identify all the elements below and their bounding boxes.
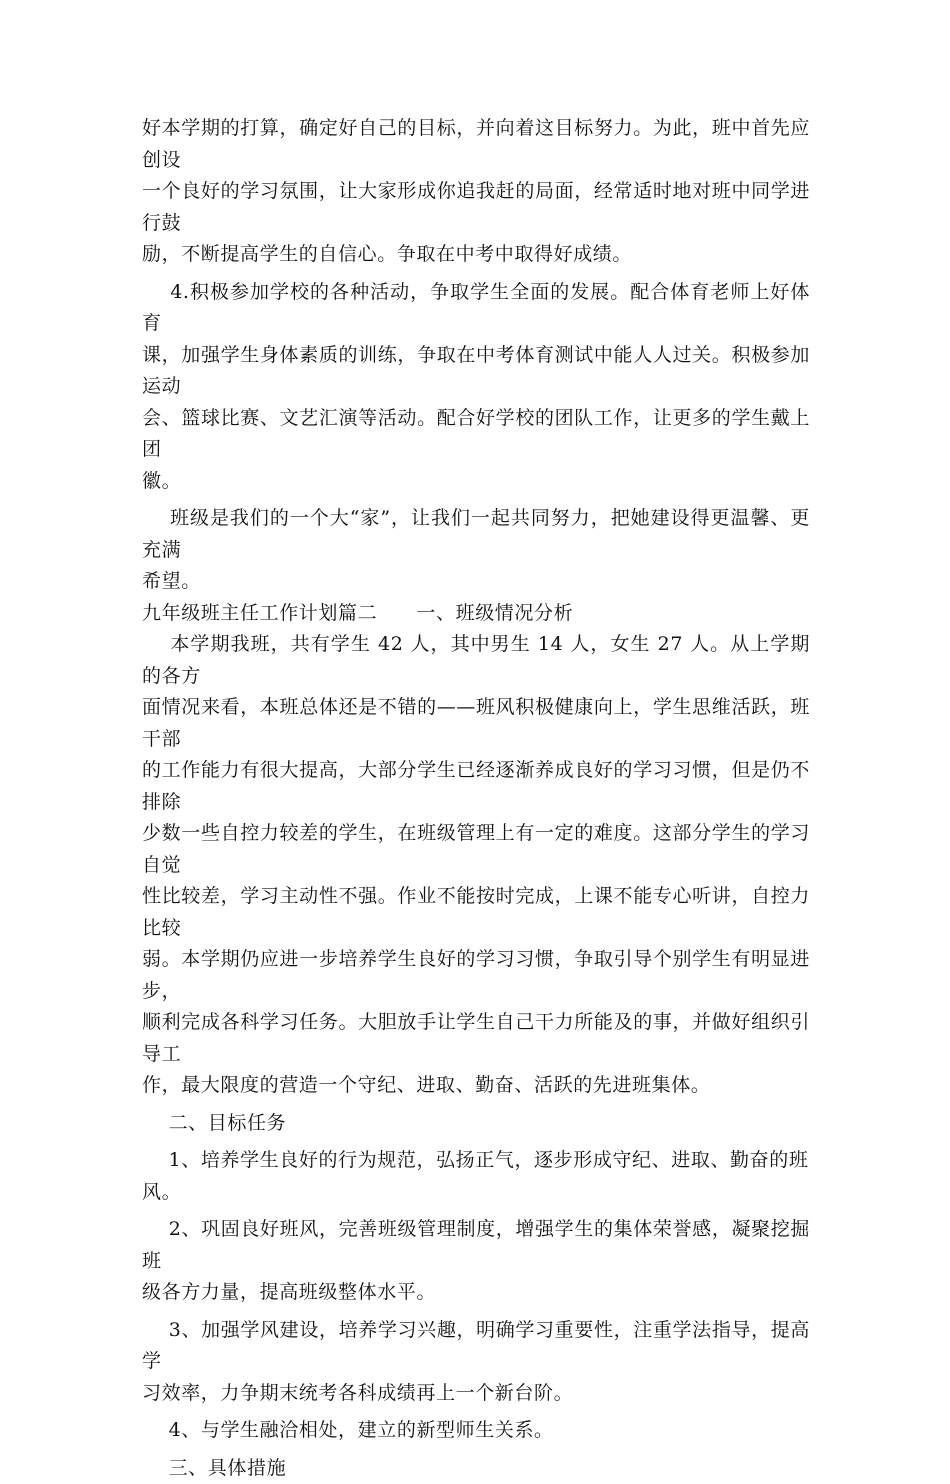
text-line: 二、目标任务 (169, 1112, 287, 1134)
paragraph-school-activities (142, 277, 810, 498)
text-line: 一个良好的学习氛围，让大家形成你追我赶的局面，经常适时地对班中同学进行鼓 (142, 180, 810, 234)
text-line: 1、培养学生良好的行为规范，弘扬正气，逐步形成守纪、进取、勤奋的班 (169, 1149, 809, 1171)
indent (142, 281, 170, 303)
indent (142, 1149, 169, 1171)
indent (142, 1419, 169, 1441)
text-line: 少数一些自控力较差的学生，在班级管理上有一定的难度。这部分学生的学习自觉 (142, 822, 810, 876)
text-line: 的工作能力有很大提高，大部分学生已经逐渐养成良好的学习习惯，但是仍不排除 (142, 759, 810, 813)
text-line: 课，加强学生身体素质的训练，争取在中考体育测试中能人人过关。积极参加运动 (142, 344, 810, 398)
indent (142, 1218, 169, 1240)
text-line: 好本学期的打算，确定好自己的目标，并向着这目标努力。为此，班中首先应创设 (142, 117, 810, 171)
section-heading-measures (142, 1453, 810, 1484)
paragraph-study-plan-continued (142, 113, 810, 271)
goal-item-2 (142, 1214, 810, 1309)
text-line: 面情况来看，本班总体还是不错的——班风积极健康向上，学生思维活跃，班干部 (142, 696, 810, 750)
text-line: 级各方力量，提高班级整体水平。 (142, 1281, 436, 1303)
text-line: 作，最大限度的营造一个守纪、进取、勤奋、活跃的先进班集体。 (142, 1074, 710, 1096)
text-line: 九年级班主任工作计划篇二 一、班级情况分析 (142, 602, 573, 624)
goal-item-3 (142, 1315, 810, 1410)
text-line: 性比较差，学习主动性不强。作业不能按时完成，上课不能专心听讲，自控力比较 (142, 885, 810, 939)
text-line: 励，不断提高学生的自信心。争取在中考中取得好成绩。 (142, 243, 632, 265)
section-title-plan-two (142, 598, 810, 630)
indent (142, 1457, 169, 1479)
text-line: 三、具体措施 (169, 1457, 287, 1479)
goal-item-4 (142, 1415, 810, 1447)
indent (142, 1112, 169, 1134)
text-line: 3、加强学风建设，培养学习兴趣，明确学习重要性，注重学法指导，提高学 (142, 1319, 810, 1373)
text-line: 4、与学生融洽相处，建立的新型师生关系。 (169, 1419, 554, 1441)
goal-item-1 (142, 1145, 810, 1208)
text-line: 弱。本学期仍应进一步培养学生良好的学习习惯，争取引导个别学生有明显进步， (142, 948, 810, 1002)
text-line: 本学期我班，共有学生 42 人，其中男生 14 人，女生 27 人。从上学期的各方 (142, 633, 810, 687)
text-line: 希望。 (142, 570, 201, 592)
text-line: 2、巩固良好班风，完善班级管理制度，增强学生的集体荣誉感，凝聚挖掘班 (142, 1218, 810, 1272)
paragraph-class-family (142, 503, 810, 598)
text-line: 徽。 (142, 470, 181, 492)
text-line: 会、篮球比赛、文艺汇演等活动。配合好学校的团队工作，让更多的学生戴上团 (142, 407, 810, 461)
text-line: 班级是我们的一个大“家”，让我们一起共同努力，把她建设得更温馨、更充满 (142, 507, 810, 561)
text-line: 习效率，力争期末统考各科成绩再上一个新台阶。 (142, 1382, 573, 1404)
section-heading-goals (142, 1108, 810, 1140)
indent (142, 507, 170, 529)
text-line: 4.积极参加学校的各种活动，争取学生全面的发展。配合体育老师上好体育 (142, 281, 810, 335)
paragraph-class-analysis (142, 629, 810, 1102)
text-line: 风。 (142, 1181, 181, 1203)
indent (142, 633, 170, 655)
document-body (142, 113, 810, 1484)
indent (142, 1319, 169, 1341)
text-line: 顺利完成各科学习任务。大胆放手让学生自己干力所能及的事，并做好组织引导工 (142, 1011, 810, 1065)
